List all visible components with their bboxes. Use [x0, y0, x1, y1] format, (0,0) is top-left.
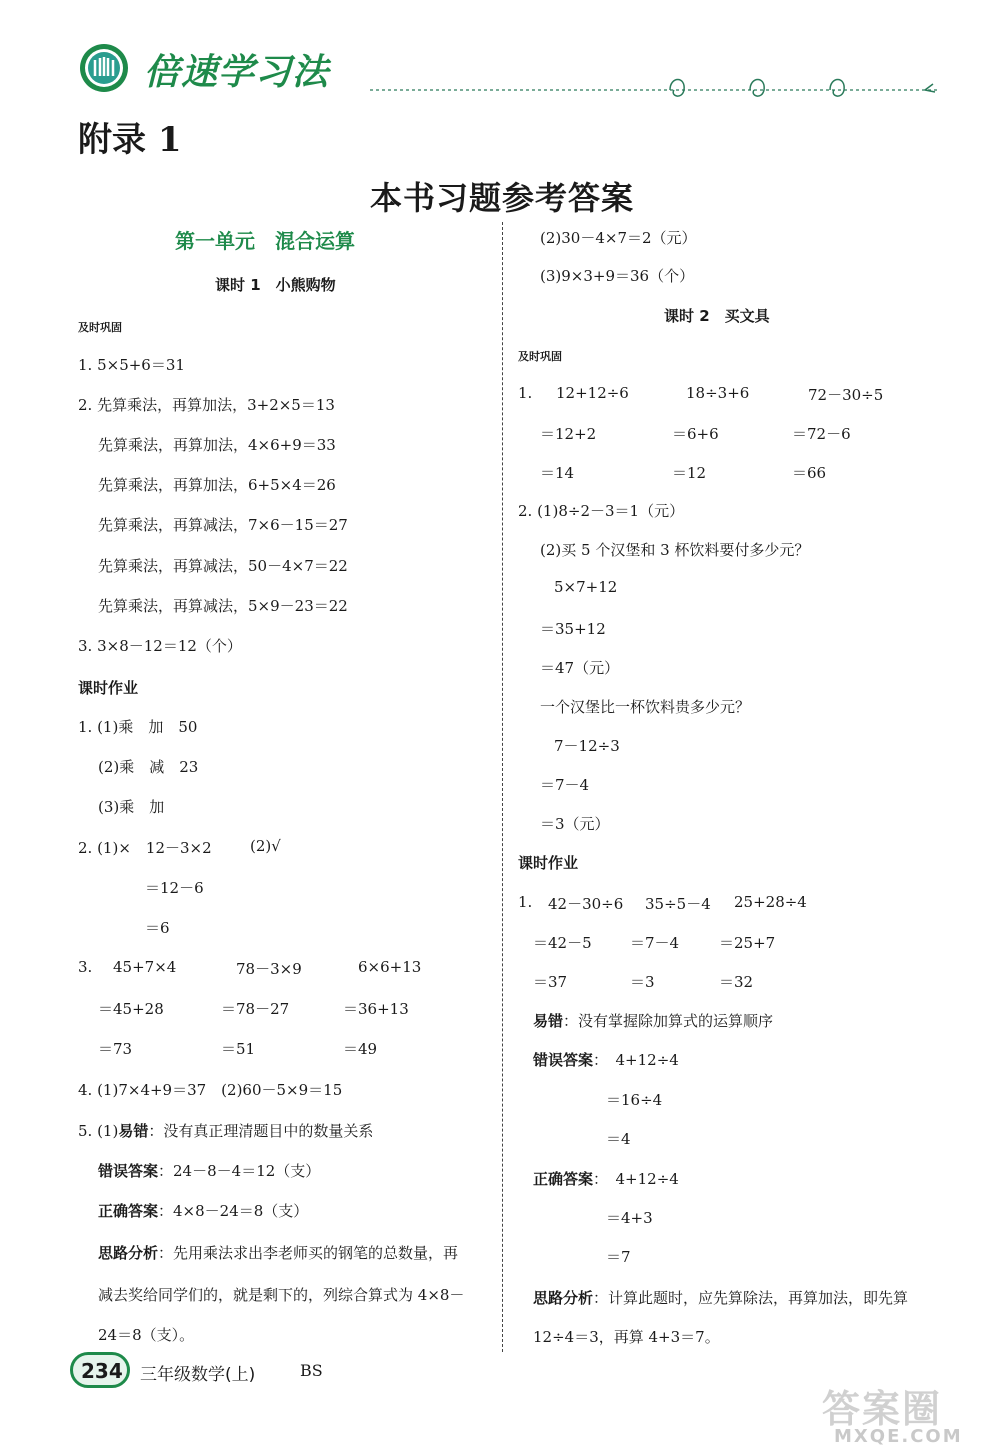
answer-line: 先算乘法，再算加法，4×6+9＝33	[98, 436, 336, 454]
answer-line: 5×7+12	[554, 578, 618, 596]
answer-text: ：计算此题时，应先算除法，再算加法，即先算	[593, 1289, 909, 1307]
logo-emblem-icon	[78, 42, 130, 94]
answer-line: 2. (1)8÷2－3＝1（元）	[518, 502, 685, 520]
answer-line: ＝37	[533, 973, 568, 991]
answer-line: ＝7－4	[540, 776, 590, 794]
answer-line: ＝73	[98, 1040, 133, 1058]
answer-line	[533, 1049, 679, 1070]
label-error-prone: 易错	[533, 1012, 564, 1030]
answer-line: ＝12+2	[540, 425, 597, 443]
answer-line: 45+7×4	[113, 958, 177, 976]
answer-text: ：没有掌握除加算式的运算顺序	[563, 1012, 774, 1030]
unit-heading: 第一单元 混合运算	[175, 229, 355, 253]
item-number: 5. (1)	[78, 1122, 119, 1140]
answer-line: ＝7	[606, 1248, 631, 1266]
answer-line: ＝12－6	[145, 879, 204, 897]
answer-line: 72－30÷5	[808, 386, 884, 404]
lesson-heading: 课时 2 买文具	[664, 307, 770, 325]
answer-line: 1.	[518, 384, 533, 402]
answer-line: ＝14	[540, 464, 575, 482]
section-label: 课时作业	[78, 679, 139, 697]
answer-line: 一个汉堡比一杯饮料贵多少元？	[540, 698, 751, 716]
answer-line: 42－30÷6	[548, 895, 624, 913]
answer-line: 先算乘法，再算减法，7×6－15＝27	[98, 516, 348, 534]
answer-text: ：先用乘法求出李老师买的钢笔的总数量，再	[158, 1244, 459, 1262]
answer-line: 12+12÷6	[556, 384, 629, 402]
section-label: 及时巩固	[518, 350, 562, 363]
answer-line: 2. (1)× 12－3×2	[78, 839, 212, 857]
brand-logo	[78, 42, 130, 94]
answer-line: 1. (1)乘 加 50	[78, 718, 198, 736]
answer-line: 18÷3+6	[686, 384, 750, 402]
answer-line	[98, 1200, 308, 1221]
answer-line: ＝78－27	[221, 1000, 290, 1018]
answer-line: ＝72－6	[792, 425, 851, 443]
answer-line: ＝49	[343, 1040, 378, 1058]
answer-line: (2)30－4×7＝2（元）	[540, 229, 697, 247]
column-divider	[502, 222, 503, 1352]
edition-label: BS	[300, 1361, 323, 1380]
answer-text: ： 4+12÷4	[593, 1051, 679, 1069]
label-wrong-answer: 错误答案	[533, 1051, 594, 1069]
label-wrong-answer: 错误答案	[98, 1162, 159, 1180]
answer-line: ＝36+13	[343, 1000, 409, 1018]
answer-line: ＝6+6	[672, 425, 719, 443]
answer-line: 35÷5－4	[645, 895, 711, 913]
page-title: 本书习题参考答案	[370, 179, 635, 217]
answer-line: ＝3	[630, 973, 655, 991]
answer-line	[533, 1287, 908, 1308]
answer-line: ＝51	[221, 1040, 256, 1058]
header-decor-line	[370, 70, 950, 100]
answer-line: 先算乘法，再算加法，6+5×4＝26	[98, 476, 336, 494]
answer-line: ＝4+3	[606, 1209, 653, 1227]
answer-line	[533, 1010, 773, 1031]
answer-line: ＝32	[719, 973, 754, 991]
label-analysis: 思路分析	[533, 1289, 594, 1307]
answer-line: ＝4	[606, 1130, 631, 1148]
answer-line: ＝47（元）	[540, 659, 620, 677]
answer-line	[98, 1242, 458, 1263]
watermark: 答案圈	[822, 1387, 943, 1431]
answer-line: (3)9×3+9＝36（个）	[540, 267, 695, 285]
answer-line: 2. 先算乘法，再算加法，3+2×5＝13	[78, 396, 335, 414]
answer-line: ＝66	[792, 464, 827, 482]
answer-line: 25+28÷4	[734, 893, 807, 911]
book-title: 三年级数学(上)	[140, 1365, 256, 1385]
answer-line: ＝25+7	[719, 934, 776, 952]
answer-line: 78－3×9	[236, 960, 302, 978]
answer-line: ＝3（元）	[540, 815, 610, 833]
answer-line: ＝7－4	[630, 934, 680, 952]
answer-line: ＝35+12	[540, 620, 606, 638]
answer-line	[78, 1120, 373, 1141]
answer-text: ：4×8－24＝8（支）	[158, 1202, 309, 1220]
answer-line: 3. 3×8－12＝12（个）	[78, 637, 242, 655]
label-correct-answer: 正确答案	[533, 1170, 594, 1188]
answer-line: ＝16÷4	[606, 1091, 663, 1109]
answer-line: ＝45+28	[98, 1000, 164, 1018]
answer-text: ： 4+12÷4	[593, 1170, 679, 1188]
answer-line: 12÷4＝3，再算 4+3＝7。	[533, 1328, 720, 1346]
answer-text: ：没有真正理清题目中的数量关系	[148, 1122, 374, 1140]
answer-line: (3)乘 加	[98, 798, 165, 816]
answer-line: (2)买 5 个汉堡和 3 杯饮料要付多少元？	[540, 541, 810, 559]
appendix-heading: 附录 1	[78, 120, 182, 160]
answer-line: 7－12÷3	[554, 737, 620, 755]
brand-title: 倍速学习法	[144, 52, 330, 93]
answer-line: ＝42－5	[533, 934, 592, 952]
answer-text: ：24－8－4＝12（支）	[158, 1162, 321, 1180]
answer-line: 24＝8（支）。	[98, 1326, 195, 1344]
watermark-url: MXQE.COM	[834, 1426, 963, 1447]
answer-line: 先算乘法，再算减法，50－4×7＝22	[98, 557, 348, 575]
answer-line: 4. (1)7×4+9＝37 (2)60－5×9＝15	[78, 1081, 343, 1099]
answer-line: (2)乘 减 23	[98, 758, 199, 776]
answer-line: 1. 5×5+6＝31	[78, 356, 185, 374]
section-label: 课时作业	[518, 854, 579, 872]
lesson-heading: 课时 1 小熊购物	[215, 276, 336, 294]
page-number: 234	[81, 1359, 123, 1383]
label-correct-answer: 正确答案	[98, 1202, 159, 1220]
answer-line: (2)√	[250, 837, 281, 855]
answer-line: 3.	[78, 958, 93, 976]
label-analysis: 思路分析	[98, 1244, 159, 1262]
answer-line	[533, 1168, 679, 1189]
answer-line: 减去奖给同学们的，就是剩下的，列综合算式为 4×8－	[98, 1286, 465, 1304]
answer-line	[98, 1160, 320, 1181]
answer-line: ＝12	[672, 464, 707, 482]
answer-line: 1.	[518, 893, 533, 911]
page-number-badge	[70, 1352, 130, 1388]
answer-line: 先算乘法，再算减法，5×9－23＝22	[98, 597, 348, 615]
answer-line: 6×6+13	[358, 958, 422, 976]
section-label: 及时巩固	[78, 321, 122, 334]
answer-line: ＝6	[145, 919, 170, 937]
label-error-prone: 易错	[118, 1122, 149, 1140]
